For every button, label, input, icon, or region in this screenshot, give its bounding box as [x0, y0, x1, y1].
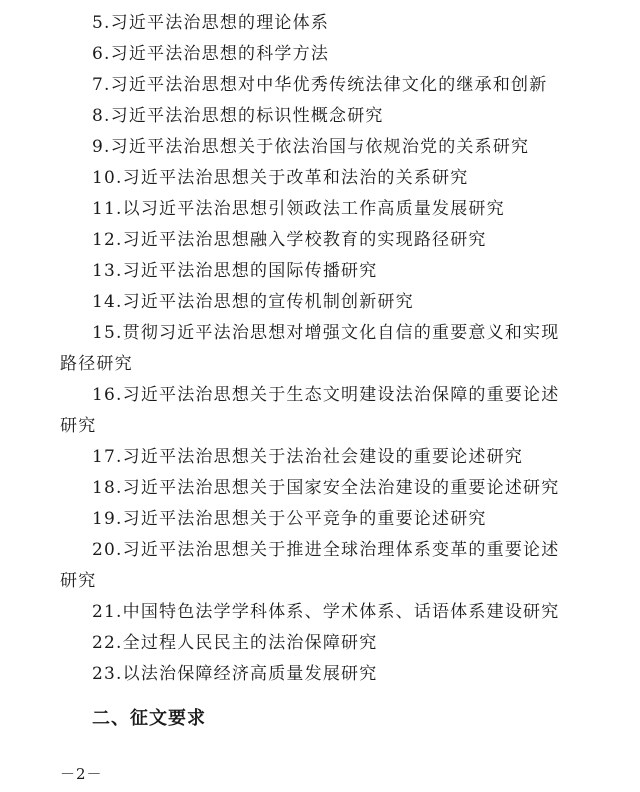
topic-item-18: 18.习近平法治思想关于国家安全法治建设的重要论述研究	[92, 478, 560, 498]
page-number: －2－	[60, 765, 103, 783]
topic-item-11: 11.以习近平法治思想引领政法工作高质量发展研究	[92, 199, 505, 219]
topic-item-19: 19.习近平法治思想关于公平竞争的重要论述研究	[92, 509, 487, 529]
topic-item-22: 22.全过程人民民主的法治保障研究	[92, 633, 378, 653]
topic-item-16: 16.习近平法治思想关于生态文明建设法治保障的重要论述研究	[60, 385, 560, 436]
topic-item-15: 15.贯彻习近平法治思想对增强文化自信的重要意义和实现路径研究	[60, 323, 560, 374]
topic-item-23: 23.以法治保障经济高质量发展研究	[92, 664, 378, 684]
topic-item-21: 21.中国特色法学学科体系、学术体系、话语体系建设研究	[92, 602, 560, 622]
topic-item-12: 12.习近平法治思想融入学校教育的实现路径研究	[92, 230, 487, 250]
topic-item-13: 13.习近平法治思想的国际传播研究	[92, 261, 378, 281]
topic-list	[60, 8, 560, 690]
topic-item-5: 5.习近平法治思想的理论体系	[92, 13, 330, 33]
topic-item-17: 17.习近平法治思想关于法治社会建设的重要论述研究	[92, 447, 524, 467]
topic-item-7: 7.习近平法治思想对中华优秀传统法律文化的继承和创新	[92, 75, 548, 95]
topic-item-14: 14.习近平法治思想的宣传机制创新研究	[92, 292, 414, 312]
topic-item-10: 10.习近平法治思想关于改革和法治的关系研究	[92, 168, 469, 188]
topic-item-20: 20.习近平法治思想关于推进全球治理体系变革的重要论述研究	[60, 540, 560, 591]
topic-item-6: 6.习近平法治思想的科学方法	[92, 44, 330, 64]
topic-item-8: 8.习近平法治思想的标识性概念研究	[92, 106, 384, 126]
section-heading: 二、征文要求	[92, 708, 206, 729]
topic-item-9: 9.习近平法治思想关于依法治国与依规治党的关系研究	[92, 137, 530, 157]
